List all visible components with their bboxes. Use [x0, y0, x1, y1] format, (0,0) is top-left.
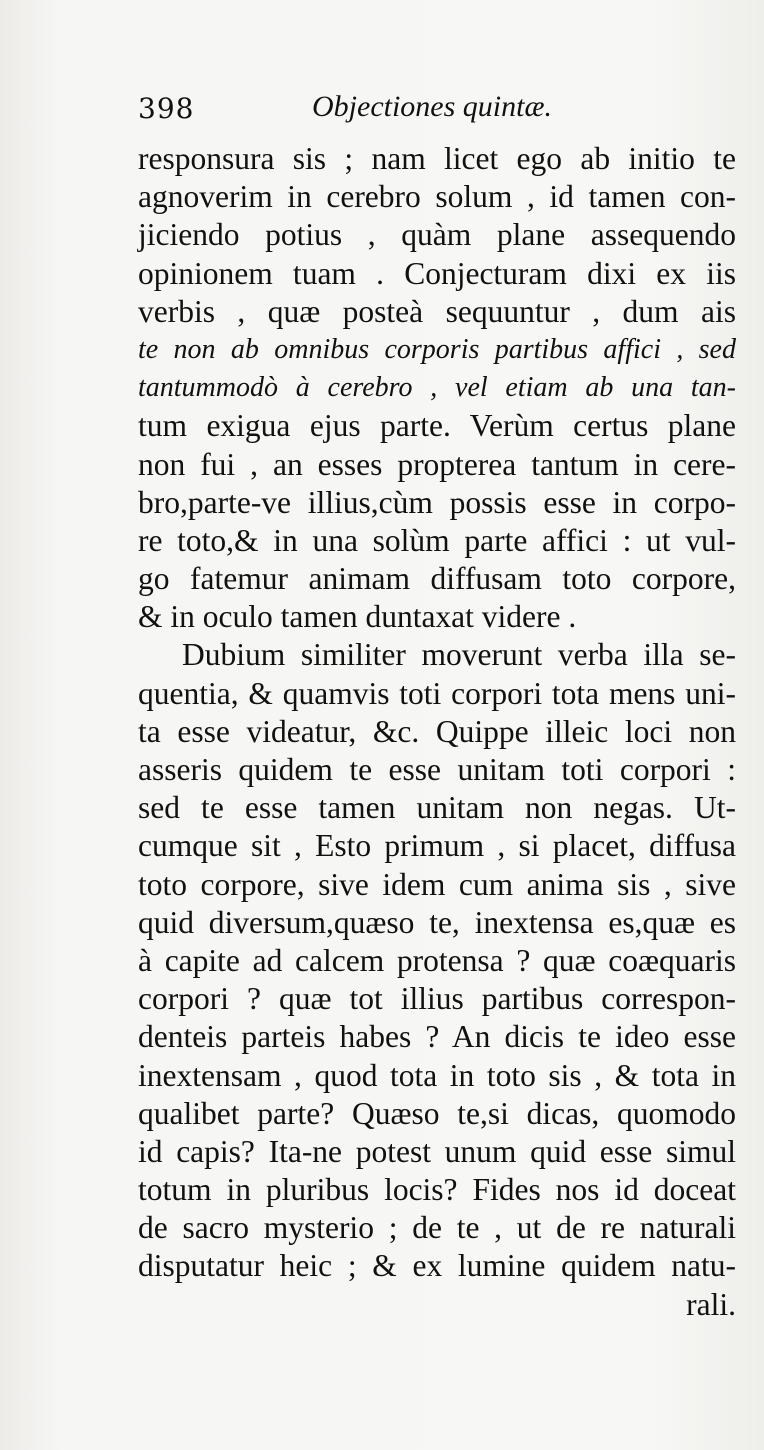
text-line: de sacro mysterio ; de te , ut de re naturali	[138, 1210, 736, 1246]
text-line: asseris quidem te esse unitam toti corpori :	[138, 752, 736, 787]
text-line: inextensam , quod tota in toto sis , & tota in	[138, 1057, 736, 1093]
text-line: id capis? Ita-ne potest unum quid esse simul	[138, 1133, 736, 1169]
text-line: à capite ad calcem protensa ? quæ coæquaris	[138, 942, 736, 978]
text-line-final: rali.	[686, 1286, 736, 1322]
running-head	[138, 86, 738, 130]
text-line: jiciendo potius , quàm plane assequendo	[138, 217, 736, 253]
text-line: disputatur heic ; & ex lumine quidem natu-	[138, 1248, 736, 1284]
text-line: bro,parte-ve illius,cùm possis esse in corpo-	[138, 484, 736, 520]
page-number: 398	[138, 92, 195, 125]
text-line: toto corpore, sive idem cum anima sis , sive	[138, 866, 736, 902]
text-line: go fatemur animam diffusam toto corpore,	[138, 561, 736, 597]
text-line: agnoverim in cerebro solum , id tamen con-	[138, 179, 736, 215]
text-line: denteis parteis habes ? An dicis te ideo esse	[138, 1019, 736, 1055]
text-line: re toto,& in una solùm parte affici : ut vul-	[138, 522, 736, 558]
text-line: Dubium similiter moverunt verba illa se-	[182, 637, 736, 673]
text-line: non fui , an esses propterea tantum in cere-	[138, 446, 736, 482]
text-line: quid diversum,quæso te, inextensa es,quæ es	[138, 904, 736, 940]
text-line: sed te esse tamen unitam non negas. Ut-	[138, 790, 736, 826]
text-line-italic: te non ab omnibus corporis partibus affici , sed	[138, 333, 736, 365]
running-title: Objectiones quintæ.	[312, 90, 552, 123]
text-line: opinionem tuam . Conjecturam dixi ex iis	[138, 255, 736, 291]
text-line: cumque sit , Esto primum , si placet, diffusa	[138, 828, 736, 864]
text-line: quentia, & quamvis toti corpori tota mens uni-	[138, 675, 736, 711]
text-line: verbis , quæ posteà sequuntur , dum ais	[138, 293, 736, 329]
text-line: ta esse videatur, &c. Quippe illeic loci non	[138, 713, 736, 749]
text-line: tum exigua ejus parte. Verùm certus plane	[138, 408, 736, 444]
text-line: & in oculo tamen duntaxat videre .	[138, 599, 577, 635]
text-line-italic: tantummodò à cerebro , vel etiam ab una tan-	[138, 372, 736, 404]
body-text	[138, 140, 736, 1324]
text-line: totum in pluribus locis? Fides nos id doceat	[138, 1172, 736, 1208]
text-line: responsura sis ; nam licet ego ab initio te	[138, 141, 736, 176]
text-line: corpori ? quæ tot illius partibus correspon-	[138, 981, 736, 1017]
text-line: qualibet parte? Quæso te,si dicas, quomodo	[138, 1095, 736, 1131]
